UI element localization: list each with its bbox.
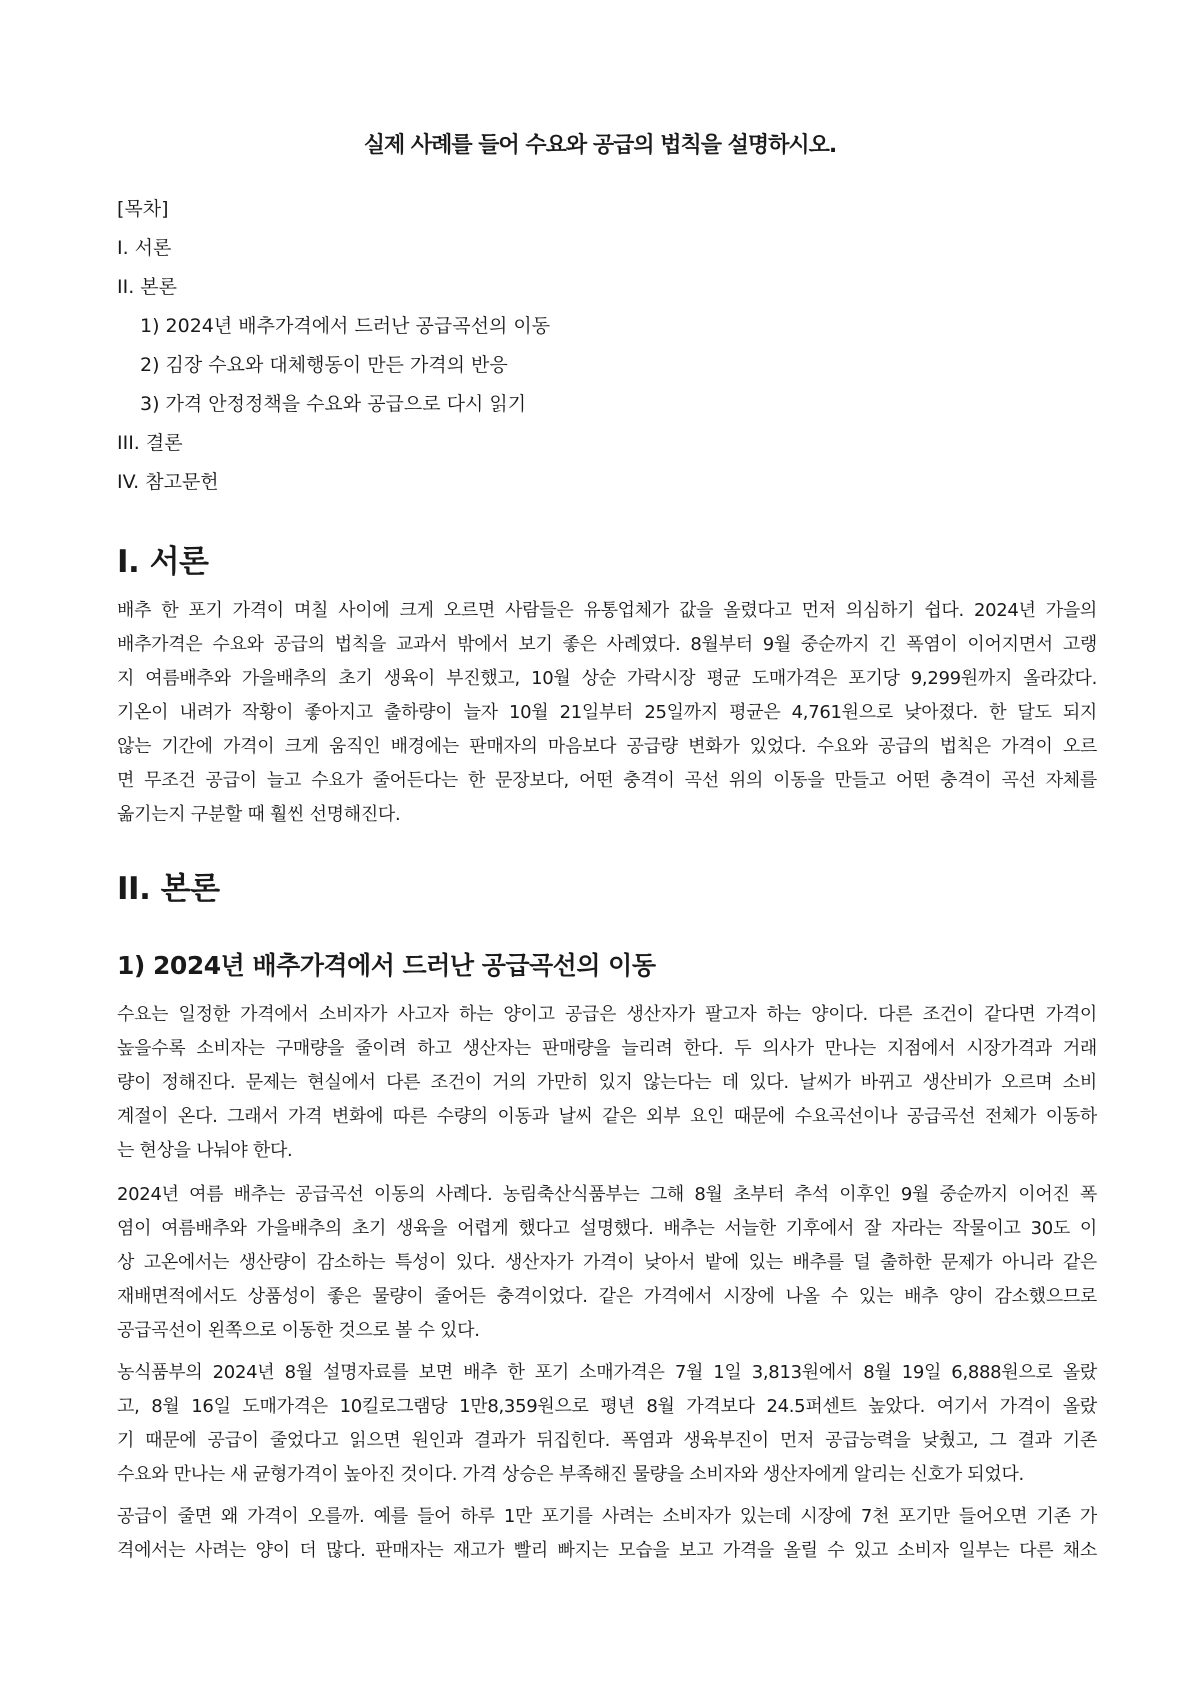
intro-paragraph xyxy=(117,594,1097,832)
paragraph-line: 배추 한 포기 가격이 며칠 사이에 크게 오르면 사람들은 유통업체가 값을 올렸다고 먼저 의심하기 쉽다. 2024년 가을의 xyxy=(117,600,1097,621)
paragraph-line: 계절이 온다. 그래서 가격 변화에 따른 수량의 이동과 날씨 같은 외부 요인 때문에 수요곡선이나 공급곡선 전체가 이동하 xyxy=(117,1106,1097,1127)
paragraph-line: 고, 8월 16일 도매가격은 10킬로그램당 1만8,359원으로 평년 8월 가격보다 24.5퍼센트 높았다. 여기서 가격이 올랐 xyxy=(117,1396,1097,1417)
body-paragraph-4 xyxy=(117,1500,1097,1568)
paragraph-line: 수요는 일정한 가격에서 소비자가 사고자 하는 양이고 공급은 생산자가 팔고자 하는 양이다. 다른 조건이 같다면 가격이 xyxy=(117,1004,1097,1025)
paragraph-line: 격에서는 사려는 양이 더 많다. 판매자는 재고가 빨리 빠지는 모습을 보고 가격을 올릴 수 있고 소비자 일부는 다른 채소 xyxy=(117,1540,1097,1561)
body-paragraph-1 xyxy=(117,998,1097,1168)
toc-item-sub1: 1) 2024년 배추가격에서 드러난 공급곡선의 이동 xyxy=(140,315,551,337)
paragraph-line: 기 때문에 공급이 줄었다고 읽으면 원인과 결과가 뒤집힌다. 폭염과 생육부진이 먼저 공급능력을 낮췄고, 그 결과 기존 xyxy=(117,1430,1097,1451)
body-paragraph-2 xyxy=(117,1178,1097,1348)
section-heading-intro: I. 서론 xyxy=(117,544,209,580)
paragraph-line: 배추가격은 수요와 공급의 법칙을 교과서 밖에서 보기 좋은 사례였다. 8월부터 9월 중순까지 긴 폭염이 이어지면서 고랭 xyxy=(117,634,1097,655)
paragraph-line: 높을수록 소비자는 구매량을 줄이려 하고 생산자는 판매량을 늘리려 한다. 두 의사가 만나는 지점에서 시장가격과 거래 xyxy=(117,1038,1097,1059)
section-heading-body: II. 본론 xyxy=(117,871,220,907)
document-title: 실제 사례를 들어 수요와 공급의 법칙을 설명하시오. xyxy=(363,133,837,158)
paragraph-line: 공급이 줄면 왜 가격이 오를까. 예를 들어 하루 1만 포기를 사려는 소비자가 있는데 시장에 7천 포기만 들어오면 기존 가 xyxy=(117,1506,1097,1527)
paragraph-line: 량이 정해진다. 문제는 현실에서 다른 조건이 거의 가만히 있지 않는다는 데 있다. 날씨가 바뀌고 생산비가 오르며 소비 xyxy=(117,1072,1097,1093)
paragraph-line: 옮기는지 구분할 때 훨씬 선명해진다. xyxy=(117,804,401,825)
paragraph-line: 는 현상을 나눠야 한다. xyxy=(117,1140,293,1161)
paragraph-line: 공급곡선이 왼쪽으로 이동한 것으로 볼 수 있다. xyxy=(117,1320,480,1341)
paragraph-line: 2024년 여름 배추는 공급곡선 이동의 사례다. 농림축산식품부는 그해 8월 초부터 추석 이후인 9월 중순까지 이어진 폭 xyxy=(117,1184,1097,1205)
body-paragraph-3 xyxy=(117,1356,1097,1492)
toc-item-references: IV. 참고문헌 xyxy=(117,471,219,493)
paragraph-line: 지 여름배추와 가을배추의 초기 생육이 부진했고, 10월 상순 가락시장 평균 도매가격은 포기당 9,299원까지 올라갔다. xyxy=(117,668,1097,689)
toc-item-conclusion: III. 결론 xyxy=(117,432,183,454)
toc-item-body: II. 본론 xyxy=(117,276,177,298)
toc-item-sub3: 3) 가격 안정정책을 수요와 공급으로 다시 읽기 xyxy=(140,393,527,415)
toc-heading: [목차] xyxy=(117,198,169,220)
table-of-contents xyxy=(117,190,1017,502)
paragraph-line: 않는 기간에 가격이 크게 움직인 배경에는 판매자의 마음보다 공급량 변화가 있었다. 수요와 공급의 법칙은 가격이 오르 xyxy=(117,736,1097,757)
paragraph-line: 재배면적에서도 상품성이 좋은 물량이 줄어든 충격이었다. 같은 가격에서 시장에 나올 수 있는 배추 양이 감소했으므로 xyxy=(117,1286,1097,1307)
subsection-heading-1: 1) 2024년 배추가격에서 드러난 공급곡선의 이동 xyxy=(117,951,656,980)
paragraph-line: 기온이 내려가 작황이 좋아지고 출하량이 늘자 10월 21일부터 25일까지 평균은 4,761원으로 낮아졌다. 한 달도 되지 xyxy=(117,702,1097,723)
paragraph-line: 염이 여름배추와 가을배추의 초기 생육을 어렵게 했다고 설명했다. 배추는 서늘한 기후에서 잘 자라는 작물이고 30도 이 xyxy=(117,1218,1097,1239)
toc-item-sub2: 2) 김장 수요와 대체행동이 만든 가격의 반응 xyxy=(140,354,508,376)
toc-item-intro: I. 서론 xyxy=(117,237,172,259)
paragraph-line: 수요와 만나는 새 균형가격이 높아진 것이다. 가격 상승은 부족해진 물량을 소비자와 생산자에게 알리는 신호가 되었다. xyxy=(117,1464,1024,1485)
paragraph-line: 농식품부의 2024년 8월 설명자료를 보면 배추 한 포기 소매가격은 7월 1일 3,813원에서 8월 19일 6,888원으로 올랐 xyxy=(117,1362,1097,1383)
paragraph-line: 면 무조건 공급이 늘고 수요가 줄어든다는 한 문장보다, 어떤 충격이 곡선 위의 이동을 만들고 어떤 충격이 곡선 자체를 xyxy=(117,770,1097,791)
paragraph-line: 상 고온에서는 생산량이 감소하는 특성이 있다. 생산자가 가격이 낮아서 밭에 있는 배추를 덜 출하한 문제가 아니라 같은 xyxy=(117,1252,1097,1273)
